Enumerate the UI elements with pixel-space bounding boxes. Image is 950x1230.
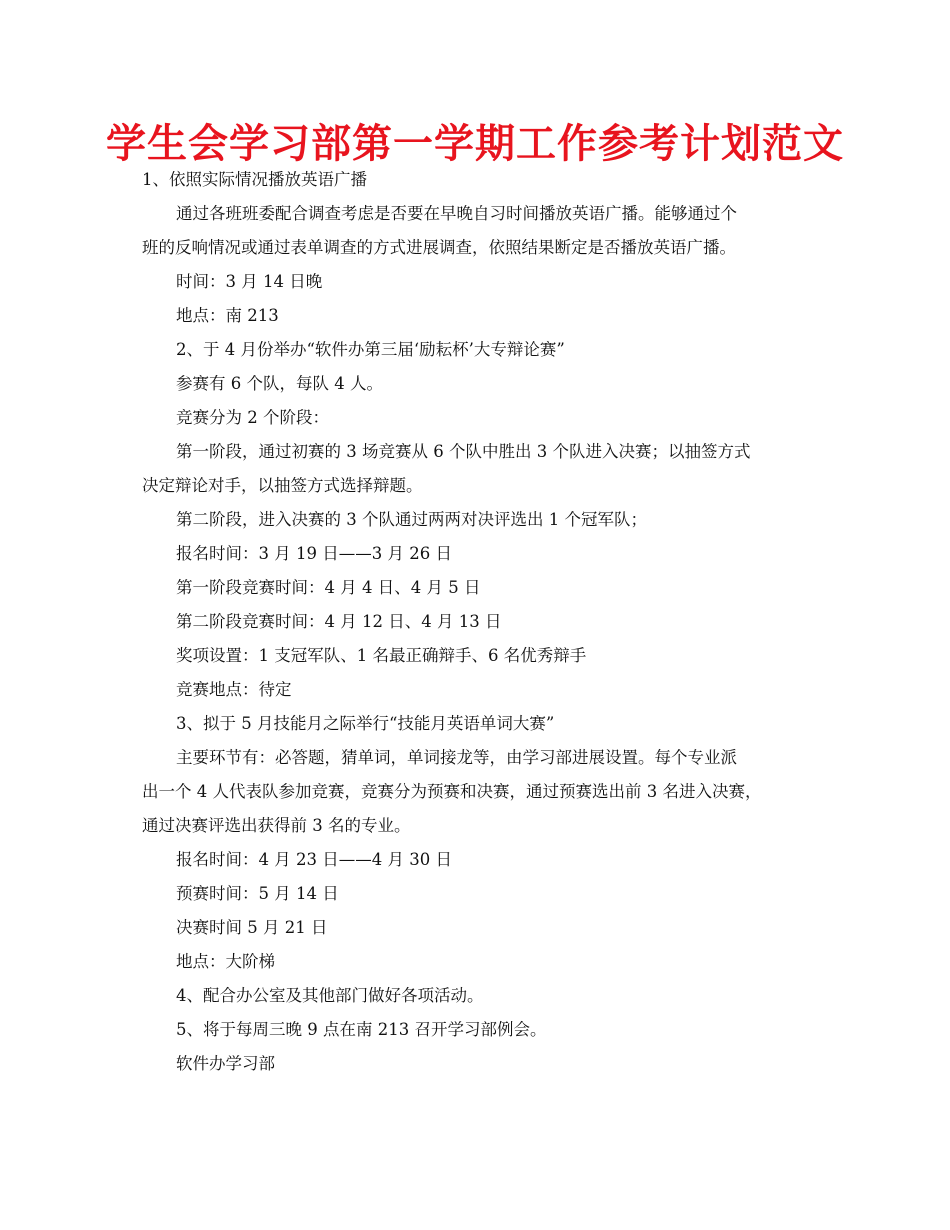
document-body bbox=[142, 163, 822, 1081]
text-line: 通过决赛评选出获得前 3 名的专业。 bbox=[142, 816, 411, 835]
text-line: 主要环节有：必答题，猜单词，单词接龙等，由学习部进展设置。每个专业派 bbox=[176, 748, 737, 767]
text-line: 第二阶段，进入决赛的 3 个队通过两两对决评选出 1 个冠军队； bbox=[176, 510, 647, 529]
text-line: 预赛时间：5 月 14 日 bbox=[176, 884, 339, 903]
text-line: 3、拟于 5 月技能月之际举行“技能月英语单词大赛” bbox=[176, 714, 555, 733]
text-line: 1、依照实际情况播放英语广播 bbox=[142, 170, 367, 189]
text-line: 时间：3 月 14 日晚 bbox=[176, 272, 323, 291]
text-line: 第一阶段竞赛时间：4 月 4 日、4 月 5 日 bbox=[176, 578, 481, 597]
text-line: 地点：大阶梯 bbox=[176, 952, 275, 971]
text-line: 竞赛地点：待定 bbox=[176, 680, 292, 699]
text-line: 决定辩论对手，以抽签方式选择辩题。 bbox=[142, 476, 423, 495]
text-line: 通过各班班委配合调查考虑是否要在早晚自习时间播放英语广播。能够通过个 bbox=[176, 204, 737, 223]
text-line: 出一个 4 人代表队参加竞赛，竞赛分为预赛和决赛，通过预赛选出前 3 名进入决赛， bbox=[142, 782, 762, 801]
text-line: 地点：南 213 bbox=[176, 306, 279, 325]
text-line: 奖项设置：1 支冠军队、1 名最正确辩手、6 名优秀辩手 bbox=[176, 646, 587, 665]
text-line: 第二阶段竞赛时间：4 月 12 日、4 月 13 日 bbox=[176, 612, 502, 631]
text-line: 4、配合办公室及其他部门做好各项活动。 bbox=[176, 986, 484, 1005]
text-line: 竞赛分为 2 个阶段： bbox=[176, 408, 329, 427]
text-line: 2、于 4 月份举办“软件办第三届‘励耘杯’大专辩论赛” bbox=[176, 340, 565, 359]
text-line: 报名时间：3 月 19 日——3 月 26 日 bbox=[176, 544, 452, 563]
document-title: 学生会学习部第一学期工作参考计划范文 bbox=[106, 121, 844, 167]
text-line: 第一阶段，通过初赛的 3 场竞赛从 6 个队中胜出 3 个队进入决赛；以抽签方式 bbox=[176, 442, 751, 461]
text-line: 班的反响情况或通过表单调查的方式进展调查，依照结果断定是否播放英语广播。 bbox=[142, 238, 736, 257]
text-line: 决赛时间 5 月 21 日 bbox=[176, 918, 328, 937]
text-line: 5、将于每周三晚 9 点在南 213 召开学习部例会。 bbox=[176, 1020, 547, 1039]
text-line: 参赛有 6 个队，每队 4 人。 bbox=[176, 374, 383, 393]
text-line: 报名时间：4 月 23 日——4 月 30 日 bbox=[176, 850, 452, 869]
text-line: 软件办学习部 bbox=[176, 1054, 275, 1073]
